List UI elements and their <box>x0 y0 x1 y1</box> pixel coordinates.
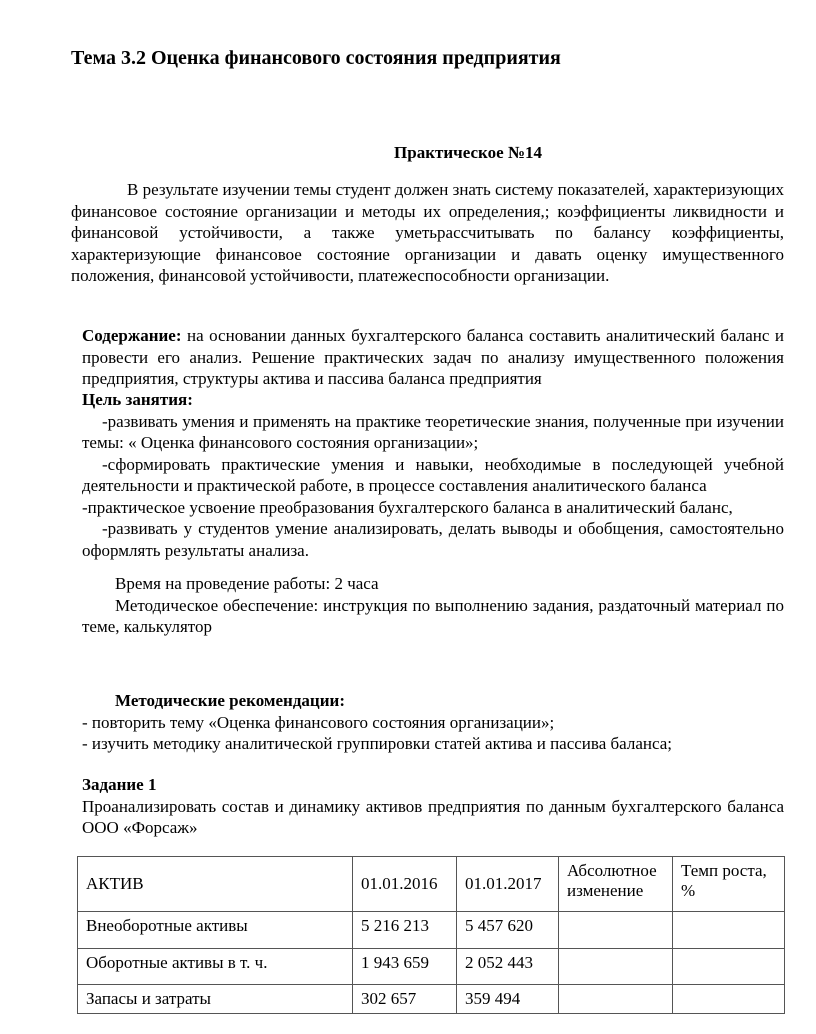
time-section <box>82 573 784 638</box>
task-text: Проанализировать состав и динамику активов предприятия по данным бухгалтерского баланса ООО «Форсаж» <box>82 796 784 837</box>
cell: 5 216 213 <box>353 912 457 949</box>
cell: 2 052 443 <box>457 949 559 985</box>
cell: 5 457 620 <box>457 912 559 949</box>
table-row <box>78 985 785 1014</box>
content-label: Содержание: <box>82 326 182 345</box>
cell <box>673 985 785 1014</box>
task-title: Задание 1 <box>82 775 157 794</box>
cell <box>559 912 673 949</box>
time-value: 2 часа <box>330 574 379 593</box>
header-cell: 01.01.2016 <box>353 857 457 912</box>
goal-item: -развивать умения и применять на практике теоретические знания, полученные при изучении темы: « Оценка финансового состояния организации»; <box>82 411 784 452</box>
goal-item: -развивать у студентов умение анализировать, делать выводы и обобщения, самостоятельно оформлять результаты анализа. <box>82 519 784 560</box>
content-text: на основании данных бухгалтерского баланса составить аналитический баланс и провести его анализ. Решение практических задач по анализу имущественного положения предприятия, структуры актива и пассива баланса предприятия <box>82 326 784 388</box>
rec-item: - изучить методику аналитической группировки статей актива и пассива баланса; <box>82 734 672 753</box>
cell <box>673 949 785 985</box>
goals-section <box>82 389 784 561</box>
header-cell: Темп роста, % <box>673 857 785 912</box>
page-title: Тема 3.2 Оценка финансового состояния предприятия <box>71 47 561 69</box>
rec-item: - повторить тему «Оценка финансового состояния организации»; <box>82 712 555 732</box>
cell: Внеоборотные активы <box>78 912 353 949</box>
recs-title: Методические рекомендации: <box>115 691 345 710</box>
header-cell: Абсолютное изменение <box>559 857 673 912</box>
method-support: Методическое обеспечение: инструкция по выполнению задания, раздаточный материал по теме, калькулятор <box>82 595 784 636</box>
cell: 302 657 <box>353 985 457 1014</box>
cell: 359 494 <box>457 985 559 1014</box>
recommendations <box>82 690 784 755</box>
cell: 1 943 659 <box>353 949 457 985</box>
task-section <box>82 774 784 839</box>
goal-item: -практическое усвоение преобразования бухгалтерского баланса в аналитический баланс, <box>82 497 733 517</box>
content-paragraph <box>82 325 784 390</box>
practical-number: Практическое №14 <box>394 143 542 162</box>
table-row <box>78 949 785 985</box>
time-label: Время на проведение работы: <box>115 574 331 593</box>
intro-paragraph: В результате изучении темы студент должен знать систему показателей, характеризующих финансовое состояние организации и методы их определения,; коэффициенты ликвидности и финансовой устойчивости, а также уметьрассчитывать по балансу коэффициенты, характеризующие финансовое состояние организации и давать оценку имущественного положения, финансовой устойчивости, платежеспособности организации. <box>71 180 784 285</box>
header-cell: АКТИВ <box>78 857 353 912</box>
cell <box>559 985 673 1014</box>
header-cell: 01.01.2017 <box>457 857 559 912</box>
goal-item: -сформировать практические умения и навыки, необходимые в последующей учебной деятельности и практической работе, в процессе составления аналитического баланса <box>82 454 784 495</box>
assets-table <box>77 856 785 1014</box>
cell <box>673 912 785 949</box>
table-header-row <box>78 857 785 912</box>
cell <box>559 949 673 985</box>
cell: Оборотные активы в т. ч. <box>78 949 353 985</box>
cell: Запасы и затраты <box>78 985 353 1014</box>
table-row <box>78 912 785 949</box>
goal-label: Цель занятия: <box>82 390 193 409</box>
